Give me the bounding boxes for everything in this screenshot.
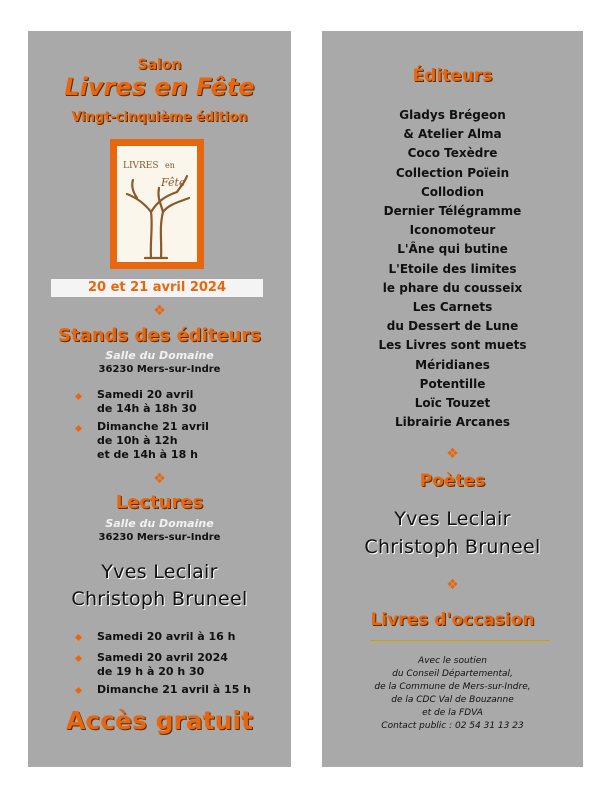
publisher-item: Potentille: [419, 376, 486, 391]
schedule-line: Dimanche 21 avril: [97, 420, 209, 433]
support-line: de la Commune de Mers-sur-Indre,: [374, 682, 531, 692]
lectures-heading: Lectures: [115, 492, 204, 513]
separator-icon: ❖: [446, 446, 459, 462]
schedule-line: de 14h à 18h 30: [97, 402, 197, 415]
stands-venue: Salle du Domaine: [105, 349, 214, 362]
separator-icon: ❖: [446, 577, 459, 593]
reading-2: [97, 651, 228, 679]
publisher-item: Méridianes: [415, 357, 490, 372]
free-access-label: Accès gratuit: [66, 706, 253, 735]
divider: [370, 640, 550, 641]
publisher-item: Les Carnets: [412, 300, 493, 315]
contact-line: Contact public : 02 54 31 13 23: [381, 721, 524, 731]
support-line: Avec le soutien: [418, 656, 487, 666]
reading-line: Samedi 20 avril 2024: [97, 651, 228, 664]
publisher-item: le phare du cousseix: [382, 280, 523, 295]
publisher-item: Loïc Touzet: [414, 396, 491, 411]
tree-logo-icon: [117, 146, 197, 262]
publisher-item: & Atelier Alma: [403, 127, 502, 142]
publisher-item: Librairie Arcanes: [394, 415, 511, 430]
bullet-icon: [75, 687, 82, 694]
poet-name: Yves Leclair: [101, 561, 218, 583]
publisher-item: du Dessert de Lune: [386, 319, 519, 334]
event-title: Livres en Fête: [64, 73, 255, 101]
bullet-icon: [75, 393, 82, 400]
separator-icon: ❖: [153, 471, 166, 487]
edition-label: Vingt-cinquième édition: [71, 110, 248, 125]
svg-text:en: en: [165, 161, 175, 170]
bullet-icon: [75, 655, 82, 662]
poet-name: Christoph Bruneel: [71, 588, 248, 610]
schedule-line: Samedi 20 avril: [97, 388, 194, 401]
poet-name: Christoph Bruneel: [364, 536, 541, 558]
publisher-item: Gladys Brégeon: [399, 108, 506, 122]
support-line: et de la FDVA: [422, 708, 483, 718]
publisher-item: Coco Texèdre: [407, 146, 498, 161]
bullet-icon: [75, 634, 82, 641]
stands-city: 36230 Mers-sur-Indre: [98, 364, 221, 375]
salon-label: Salon: [137, 57, 182, 73]
stands-heading: Stands des éditeurs: [58, 325, 261, 346]
support-line: du Conseil Départemental,: [392, 669, 513, 679]
publisher-item: Dernier Télégramme: [383, 204, 522, 219]
right-bookmark-panel: [322, 31, 583, 767]
publisher-item: L'Etoile des limites: [388, 261, 517, 276]
schedule-line: et de 14h à 18 h: [97, 448, 198, 461]
lectures-venue: Salle du Domaine: [105, 517, 214, 530]
lectures-city: 36230 Mers-sur-Indre: [98, 532, 221, 543]
reading-line: Samedi 20 avril à 16 h: [97, 630, 236, 643]
reading-line: de 19 h à 20 h 30: [97, 665, 205, 678]
left-bookmark-panel: [28, 31, 291, 767]
publisher-list: [322, 106, 583, 432]
svg-text:Fête: Fête: [161, 176, 186, 189]
event-logo: [110, 139, 204, 269]
publisher-item: Collection Poïein: [395, 165, 510, 180]
bullet-icon: [75, 425, 82, 432]
stands-schedule-saturday: [97, 388, 197, 416]
svg-text:LIVRES: LIVRES: [123, 161, 159, 171]
publisher-item: Les Livres sont muets: [378, 338, 527, 353]
publisher-item: Collodion: [420, 184, 484, 199]
schedule-line: de 10h à 12h: [97, 434, 178, 447]
reading-line: Dimanche 21 avril à 15 h: [97, 683, 252, 696]
date-banner: 20 et 21 avril 2024: [51, 279, 263, 297]
publisher-item: L'Âne qui butine: [397, 242, 508, 257]
reading-3: [97, 683, 251, 697]
reading-1: [97, 630, 236, 644]
poet-name: Yves Leclair: [394, 508, 511, 530]
poets-heading: Poètes: [419, 471, 486, 491]
support-line: de la CDC Val de Bouzanne: [391, 695, 514, 705]
stands-schedule-sunday: [97, 420, 209, 462]
publisher-item: Iconomoteur: [409, 223, 496, 238]
second-hand-books-heading: Livres d'occasion: [370, 610, 535, 630]
sponsors-block: [322, 655, 583, 733]
separator-icon: ❖: [153, 303, 166, 319]
publishers-heading: Éditeurs: [412, 66, 493, 86]
